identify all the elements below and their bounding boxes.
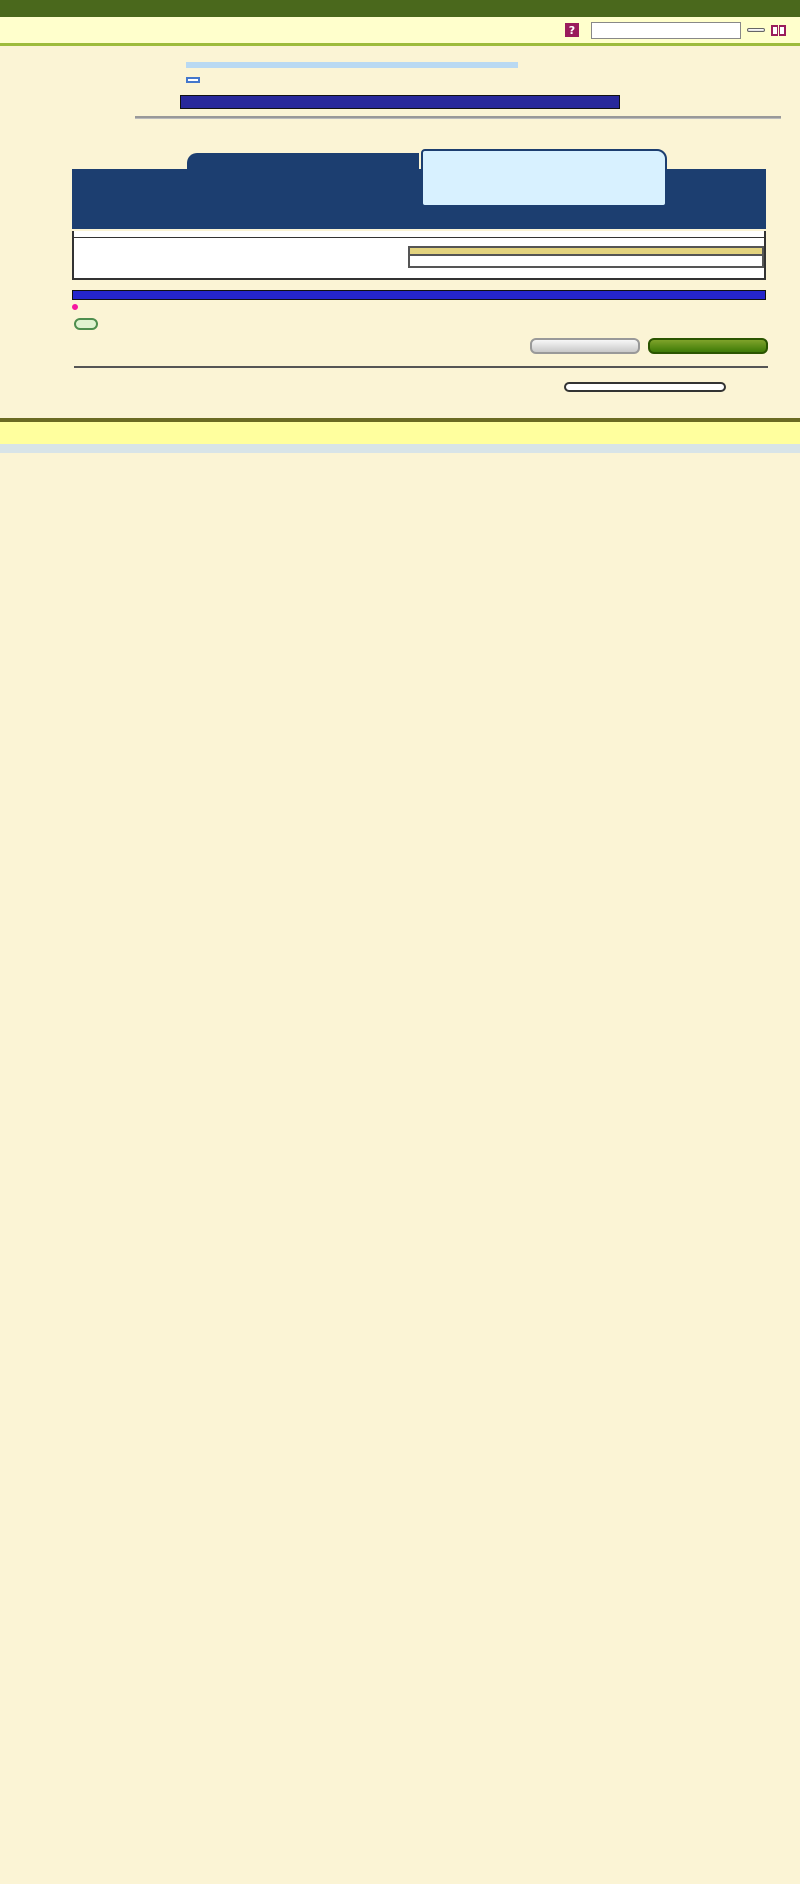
mode-header (0, 125, 800, 231)
save-temp-data-button[interactable] (564, 382, 726, 392)
submission-type-badge (186, 77, 200, 83)
page (0, 0, 800, 453)
search-button[interactable] (747, 28, 765, 32)
main-input-table (72, 231, 766, 280)
footer (0, 418, 800, 444)
title-divider (135, 116, 781, 119)
mode-box-all (187, 153, 419, 203)
separate-tax-banner (72, 290, 766, 300)
book-icon (771, 24, 786, 37)
click-annotation-ellipse (72, 304, 78, 310)
information-title (410, 248, 762, 256)
financial-statement-corner-button[interactable] (74, 318, 98, 330)
bottom-strip (0, 444, 800, 453)
search-input[interactable] (591, 22, 741, 39)
sub-step-nav (186, 62, 518, 68)
question-icon: ? (565, 23, 579, 37)
bottom-divider (74, 366, 768, 368)
mode-box-salary (421, 149, 667, 207)
information-box (408, 246, 764, 268)
input-finish-next-button[interactable] (648, 338, 768, 354)
title-bar (0, 17, 800, 43)
top-bar (0, 0, 800, 17)
page-title (180, 95, 620, 109)
back-button[interactable] (530, 338, 640, 354)
header-divider (0, 43, 800, 46)
